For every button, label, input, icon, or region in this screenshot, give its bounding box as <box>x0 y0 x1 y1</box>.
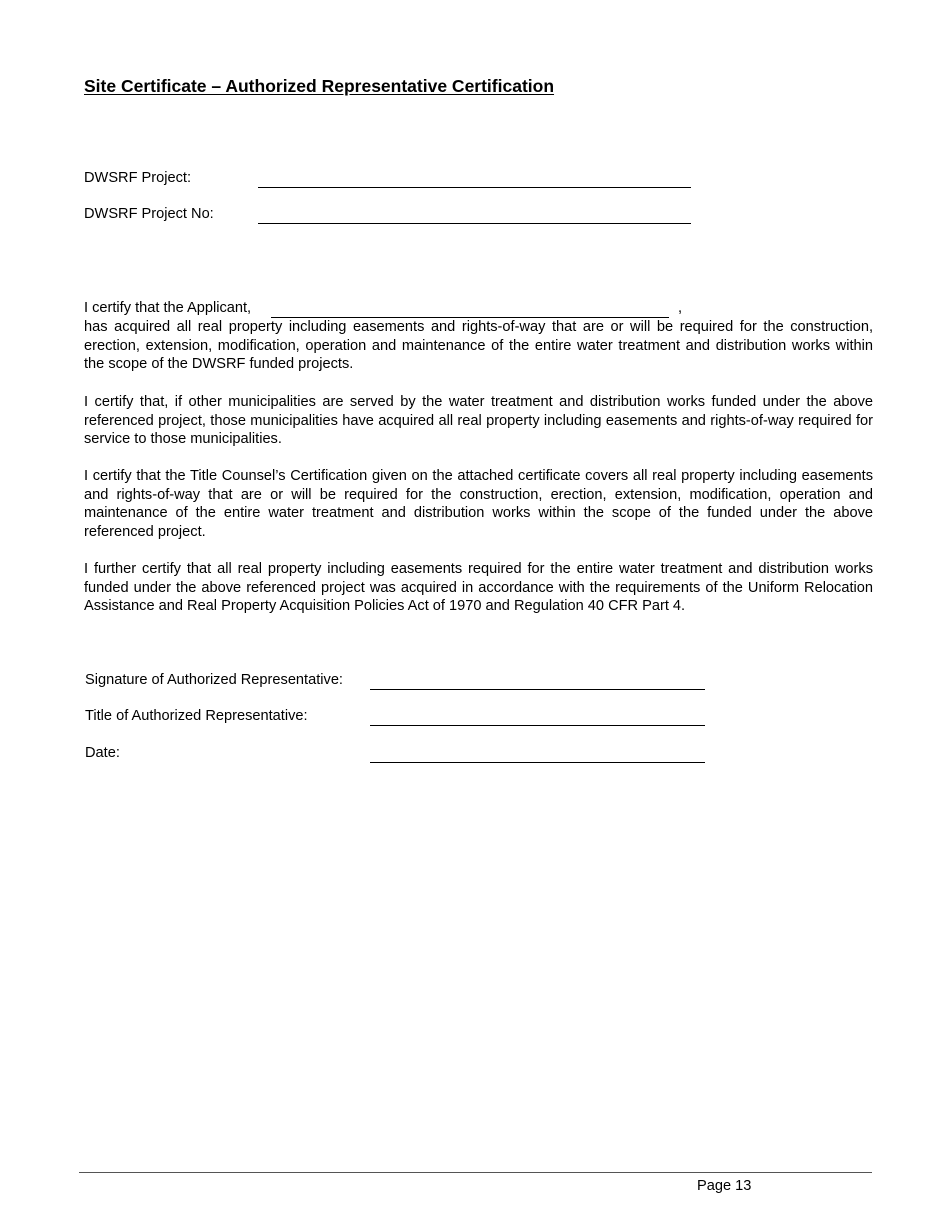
dwsrf-project-no-field[interactable] <box>258 223 691 224</box>
certification-paragraph-3: I certify that the Title Counsel’s Certification given on the attached certificate covers all real property including easements and rights-of-way that are or will be required for the construction, erection, extension, modification, operation and maintenance of the entire water treatment and distribution works within the scope of the funded under the above referenced project. <box>84 468 873 540</box>
dwsrf-project-label: DWSRF Project: <box>84 170 192 186</box>
representative-title-label: Title of Authorized Representative: <box>85 708 308 724</box>
footer-divider <box>79 1172 872 1173</box>
certification-paragraph-1: has acquired all real property including easements and rights-of-way that are or will be required for the construction, erection, extension, modification, operation and maintenance of the entire water treatment and distribution works within the scope of the DWSRF funded projects. <box>84 319 873 373</box>
certification-paragraph-4: I further certify that all real property including easements required for the entire water treatment and distribution works funded under the above referenced project was acquired in accordance with the requirements of the Uniform Relocation Assistance and Real Property Acquisition Policies Act of 1970 and Regulation 40 CFR Part 4. <box>84 561 873 615</box>
applicant-prefix: I certify that the Applicant, <box>84 300 252 316</box>
signature-label: Signature of Authorized Representative: <box>85 672 343 688</box>
certification-paragraph-2: I certify that, if other municipalities are served by the water treatment and distribution works funded under the above referenced project, those municipalities have acquired all real property including easements and rights-of-way required for service to those municipalities. <box>84 394 873 448</box>
dwsrf-project-field[interactable] <box>258 187 691 188</box>
page-title: Site Certificate – Authorized Representative Certification <box>84 76 555 96</box>
dwsrf-project-no-label: DWSRF Project No: <box>84 206 214 222</box>
representative-title-field[interactable] <box>370 725 705 726</box>
signature-field[interactable] <box>370 689 705 690</box>
date-field[interactable] <box>370 762 705 763</box>
page-number: Page 13 <box>697 1178 752 1194</box>
applicant-suffix-comma: , <box>678 300 683 316</box>
date-label: Date: <box>85 745 120 761</box>
